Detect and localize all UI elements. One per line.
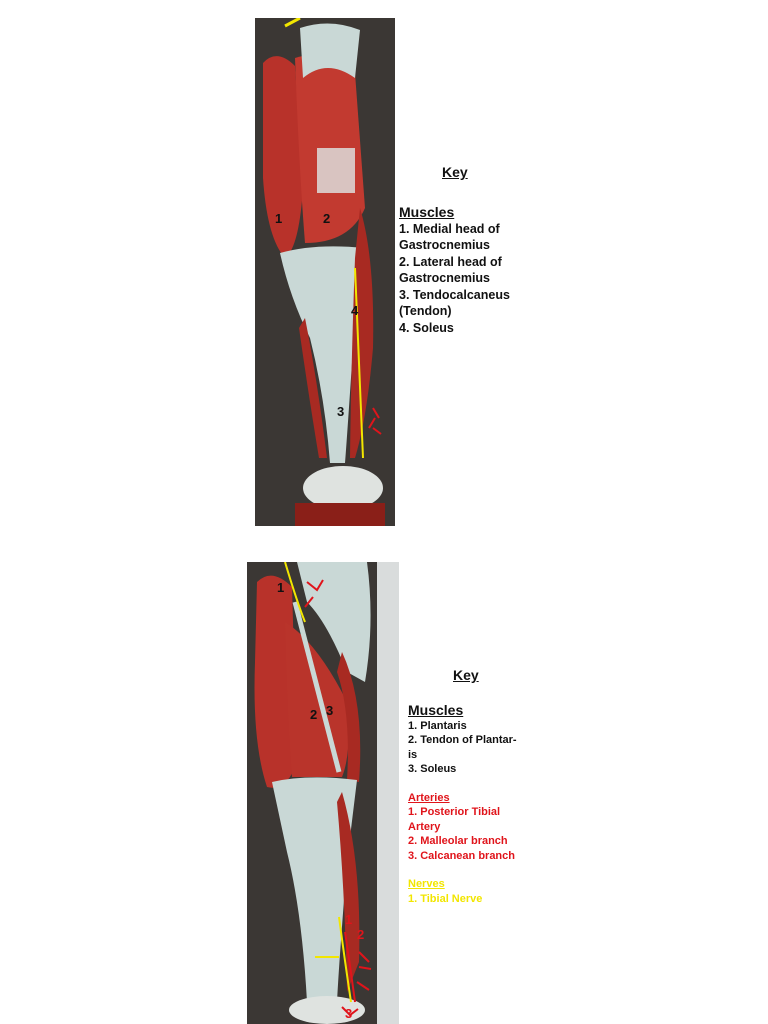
muscle-line: 3. Soleus: [408, 763, 457, 775]
label-2: 2: [310, 707, 318, 722]
artery-label-3: 3: [345, 1006, 353, 1021]
muscle-line: Gastrocnemius: [399, 238, 491, 252]
leg-model-photo-1: [255, 18, 395, 526]
label-1: 1: [277, 580, 285, 595]
muscle-line: (Tendon): [399, 304, 452, 318]
muscle-line: 2. Lateral head of: [399, 254, 502, 269]
artery-line: 2. Malleolar branch: [408, 835, 508, 847]
label-1: 1: [275, 211, 283, 226]
leg-model-photo-2: [247, 562, 399, 1024]
artery-label-1: 1: [345, 912, 353, 927]
key-panel-2: [408, 668, 548, 906]
muscle-line: Gastrocnemius: [399, 271, 491, 285]
artery-label-2: 2: [357, 927, 365, 942]
arteries-heading: Arteries: [408, 791, 450, 804]
nerve-list: [408, 892, 548, 907]
nerves-heading: Nerves: [408, 878, 445, 890]
muscle-list: [408, 719, 548, 777]
muscle-line: 2. Tendon of Plantar-: [408, 734, 517, 746]
muscle-list: [399, 221, 549, 337]
muscle-line: 1. Medial head of: [399, 221, 500, 236]
muscle-line: is: [408, 748, 418, 761]
label-4: 4: [351, 303, 359, 318]
label-3: 3: [337, 404, 345, 419]
key-panel-1: [399, 164, 549, 336]
label-3: 3: [326, 703, 334, 718]
nerve-line: 1. Tibial Nerve: [408, 892, 483, 905]
muscles-heading: Muscles: [399, 203, 455, 220]
muscle-line: 4. Soleus: [399, 320, 454, 335]
muscle-line: 1. Plantaris: [408, 719, 467, 732]
leg-model-illustration-2: [247, 562, 399, 1024]
leg-model-illustration-1: [255, 18, 395, 526]
artery-line: 1. Posterior Tibial: [408, 806, 501, 818]
artery-line: 3. Calcanean branch: [408, 849, 515, 862]
muscles-heading: Muscles: [408, 701, 464, 718]
muscle-line: 3. Tendocalcaneus: [399, 287, 510, 302]
key-title: Key: [442, 164, 468, 180]
artery-list: [408, 805, 548, 863]
label-2: 2: [323, 211, 331, 226]
artery-line: Artery: [408, 820, 441, 833]
key-title: Key: [453, 667, 479, 683]
